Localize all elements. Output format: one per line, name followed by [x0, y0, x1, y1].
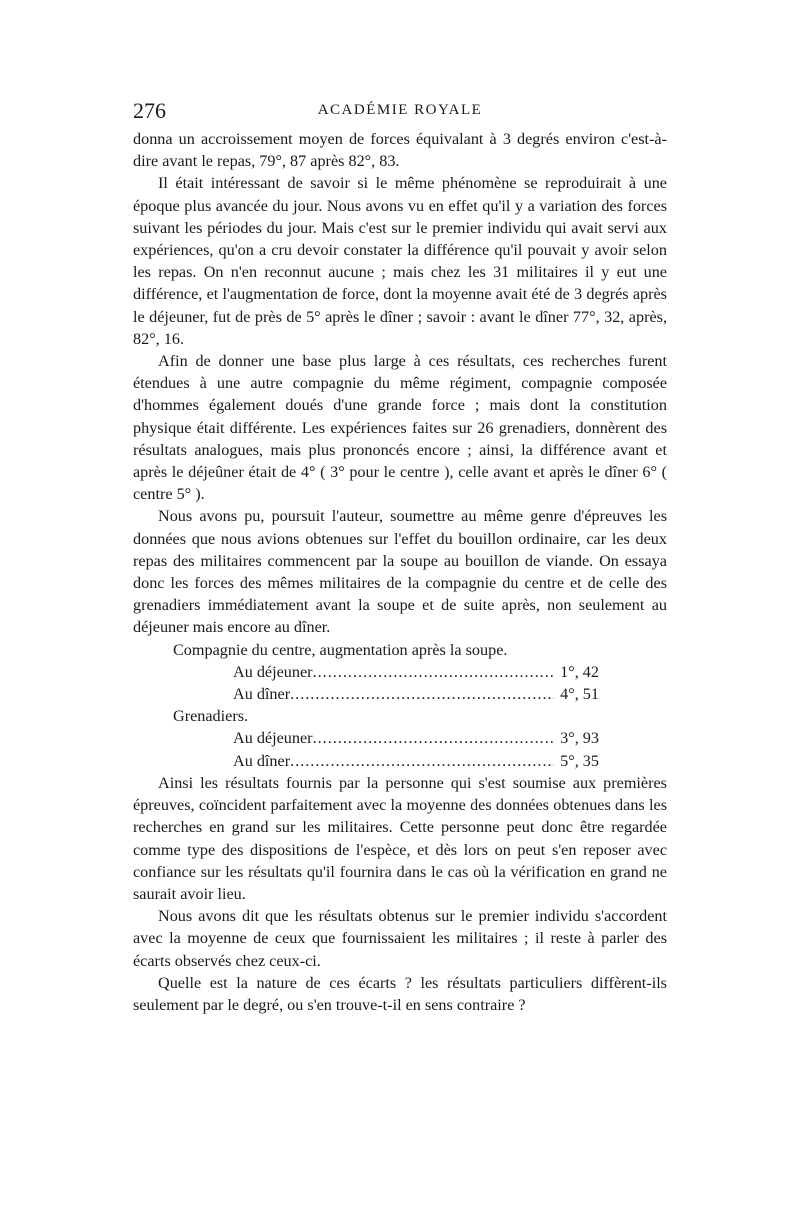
table-subtitle: Grenadiers.: [173, 707, 249, 726]
table-row: [133, 661, 667, 683]
page-header: [133, 98, 667, 124]
paragraph: Ainsi les résultats fournis par la personne qui s'est soumise aux premières épreuves, coïncident parfaitement avec la moyenne des données obtenues dans les recherches en grand sur les militaires. Cette personne peut donc être regardée comme type des dispositions de l'espèce, et dès lors on peut s'en reposer avec confiance sur les résultats qu'il fournira dans le cas où la vérification en grand ne saurait avoir lieu.: [133, 773, 667, 903]
page-number: 276: [133, 98, 166, 123]
table-row: [133, 727, 667, 749]
running-head: ACADÉMIE ROYALE: [317, 102, 483, 118]
table-title: Compagnie du centre, augmentation après la soupe.: [173, 640, 508, 659]
row-value: 5°, 35: [560, 751, 599, 770]
paragraph: donna un accroissement moyen de forces équivalant à 3 degrés environ c'est-à-dire avant le repas, 79°, 87 après 82°, 83.: [133, 130, 667, 171]
paragraph: Nous avons dit que les résultats obtenus sur le premier individu s'accordent avec la moyenne de ceux que fournissaient les militaires ; il reste à parler des écarts observés chez ceux-ci.: [133, 907, 667, 970]
row-value: 1°, 42: [560, 662, 599, 681]
row-label: Au dîner: [233, 751, 291, 770]
table-row: [133, 683, 667, 705]
paragraph: Nous avons pu, poursuit l'auteur, soumettre au même genre d'épreuves les données que nous avions obtenues sur l'effet du bouillon ordinaire, car les deux repas des militaires commencent par la soupe au bouillon de viande. On essaya donc les forces des mêmes militaires de la compagnie du centre et de celle des grenadiers immédiatement avant la soupe et de suite après, non seulement au déjeuner mais encore au dîner.: [133, 507, 667, 637]
paragraph: Il était intéressant de savoir si le même phénomène se reproduirait à une époque plus avancée du jour. Nous avons vu en effet qu'il y a variation des forces suivant les périodes du jour. Mais c'est sur le premier individu qui avait servi aux expériences, qu'on a cru devoir constater la différence qu'il pouvait y avoir selon les repas. On n'en reconnut aucune ; mais chez les 31 militaires il y eut une différence, et l'augmentation de force, dont la moyenne avait été de 3 degrés après le déjeuner, fut de près de 5° après le dîner ; savoir : avant le dîner 77°, 32, après, 82°, 16.: [133, 174, 667, 348]
row-label: Au dîner: [233, 685, 291, 704]
row-value: 4°, 51: [560, 685, 599, 704]
row-value: 3°, 93: [560, 729, 599, 748]
paragraph: Afin de donner une base plus large à ces résultats, ces recherches furent étendues à une autre compagnie du même régiment, compagnie composée d'hommes également doués d'une grande force ; mais dont la constitution physique était différente. Les expériences faites sur 26 grenadiers, donnèrent des résultats analogues, mais plus prononcés encore ; ainsi, la différence avant et après le déjeûner était de 4° ( 3° pour le centre ), celle avant et après le dîner 6° ( centre 5° ).: [133, 352, 667, 504]
dot-leader: [290, 750, 554, 772]
row-label: Au déjeuner: [233, 729, 313, 748]
dot-leader: [313, 727, 555, 749]
table-row: [133, 750, 667, 772]
row-label: Au déjeuner: [233, 662, 313, 681]
dot-leader: [313, 661, 555, 683]
dot-leader: [290, 683, 554, 705]
page-body: [133, 128, 667, 1016]
paragraph: Quelle est la nature de ces écarts ? les résultats particuliers diffèrent-ils seulement par le degré, ou s'en trouve-t-il en sens contraire ?: [133, 973, 667, 1014]
